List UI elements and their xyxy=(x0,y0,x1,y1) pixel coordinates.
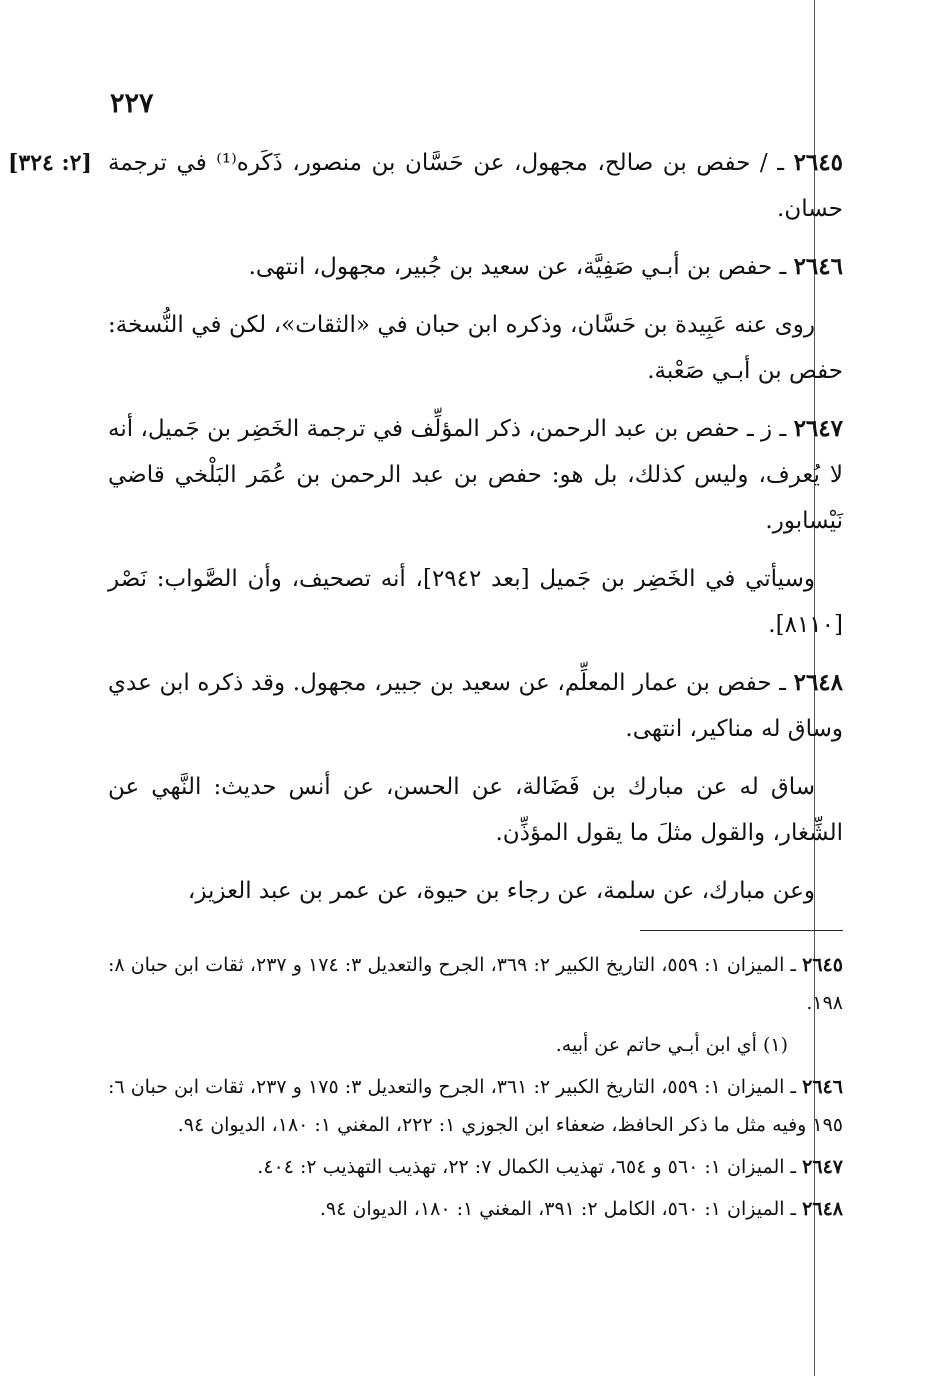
footnote xyxy=(108,1068,843,1144)
paragraph-text: ساق له عن مبارك بن فَضَالة، عن الحسن، عن أنس حديث: النَّهي عن الشِّغار، والقول مثلَ ما يقول المؤذِّن. xyxy=(108,774,843,846)
entry-number: ٢٦٤٦ xyxy=(793,253,843,280)
main-text xyxy=(108,140,843,926)
footnote xyxy=(108,1148,843,1186)
footnote xyxy=(108,1190,843,1228)
entry-2648 xyxy=(108,660,843,752)
footnote-number: ٢٦٤٨ xyxy=(802,1198,843,1220)
paragraph xyxy=(108,302,843,394)
footnote-text: ـ الميزان ١: ٥٦٠، الكامل ٢: ٣٩١، المغني ١: ١٨٠، الديوان ٩٤. xyxy=(319,1198,797,1220)
footnote-text: أي ابن أبـي حاتم عن أبيه. xyxy=(555,1034,757,1056)
paragraph xyxy=(108,556,843,648)
footnote xyxy=(108,1026,843,1064)
paragraph-text: روى عنه عَبِيدة بن حَسَّان، وذكره ابن حبان في «الثقات»، لكن في النُّسخة: حفص بن أبـي صَعْبة. xyxy=(108,312,843,384)
entry-2645 xyxy=(108,140,843,232)
footnote-number: ٢٦٤٧ xyxy=(802,1156,843,1178)
entry-text: ـ حفص بن عمار المعلِّم، عن سعيد بن جبير، مجهول. وقد ذكره ابن عدي وساق له مناكير، انتهى. xyxy=(108,670,843,742)
paragraph-text: وعن مبارك، عن سلمة، عن رجاء بن حيوة، عن عمر بن عبد العزيز، xyxy=(187,878,815,904)
paragraph xyxy=(108,868,843,914)
footnote-text: ـ الميزان ١: ٥٥٩، التاريخ الكبير ٢: ٣٦١، الجرح والتعديل ٣: ١٧٥ و ٢٣٧، ثقات ابن حبان ٦: ١٩٥ وفيه مثل ما ذكر الحافظ، ضعفاء ابن الجوزي ١: ٢٢٢، المغني ١: ١٨٠، الديوان ٩٤. xyxy=(108,1076,843,1136)
paragraph xyxy=(108,764,843,856)
footnote-text: ـ الميزان ١: ٥٥٩، التاريخ الكبير ٢: ٣٦٩، الجرح والتعديل ٣: ١٧٤ و ٢٣٧، ثقات ابن حبان ٨: ١٩٨. xyxy=(108,954,843,1014)
entry-text: ـ / حفص بن صالح، مجهول، عن حَسَّان بن منصور، ذَكَره⁽¹⁾ في ترجمة حسان. xyxy=(108,150,843,222)
page-number: ٢٢٧ xyxy=(110,88,154,119)
footnote xyxy=(108,946,843,1022)
entry-text: ـ حفص بن أبـي صَفِيَّة، عن سعيد بن جُبير، مجهول، انتهى. xyxy=(248,254,787,280)
entry-number: ٢٦٤٨ xyxy=(793,669,844,696)
footnote-number: ٢٦٤٥ xyxy=(802,954,843,976)
margin-reference: [٢: ٣٢٤] xyxy=(8,150,92,176)
entry-text: ـ ز ـ حفص بن عبد الرحمن، ذكر المؤلِّف في ترجمة الخَضِر بن جَميل، أنه لا يُعرف، وليس كذلك، بل هو: حفص بن عبد الرحمن بن عُمَر البَلْخي قاضي نَيْسابور. xyxy=(108,416,843,534)
entry-2647 xyxy=(108,406,843,544)
footnote-text: ـ الميزان ١: ٥٦٠ و ٦٥٤، تهذيب الكمال ٧: ٢٢، تهذيب التهذيب ٢: ٤٠٤. xyxy=(257,1156,797,1178)
footnotes xyxy=(108,946,843,1232)
entry-number: ٢٦٤٧ xyxy=(793,415,843,442)
footnote-number: (١) xyxy=(762,1034,788,1056)
footnote-number: ٢٦٤٦ xyxy=(802,1076,843,1098)
entry-2646 xyxy=(108,244,843,290)
entry-number: ٢٦٤٥ xyxy=(793,149,843,176)
paragraph-text: وسيأتي في الخَضِر بن جَميل [بعد ٢٩٤٢]، أنه تصحيف، وأن الصَّواب: نَصْر [٨١١٠]. xyxy=(108,566,843,638)
footnote-separator xyxy=(640,930,843,931)
